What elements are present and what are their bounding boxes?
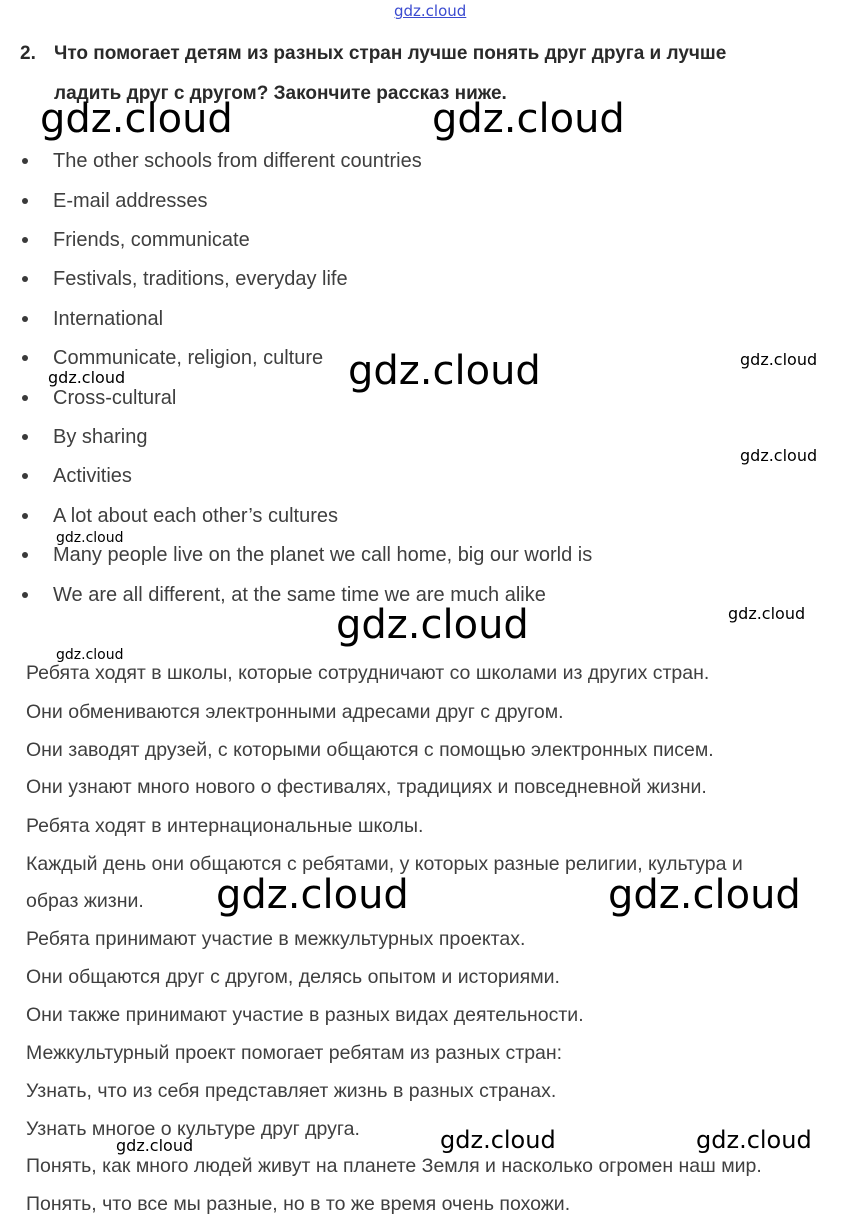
list-item-text: International xyxy=(53,308,164,330)
watermark: gdz.cloud xyxy=(336,602,529,648)
list-item-text: Festivals, traditions, everyday life xyxy=(53,268,348,290)
list-item xyxy=(0,262,800,292)
list-item-text: E-mail addresses xyxy=(53,190,208,212)
list-item-text: We are all different, at the same time we are much alike xyxy=(53,584,546,606)
bullet-dot xyxy=(22,592,28,598)
list-item-text: Communicate, religion, culture xyxy=(53,347,324,369)
watermark: gdz.cloud xyxy=(740,446,818,465)
list-item-text: Activities xyxy=(53,465,132,487)
answer-line: Понять, как много людей живут на планете Земля и насколько огромен наш мир. xyxy=(26,1155,762,1177)
watermark: gdz.cloud xyxy=(56,647,124,663)
watermark: gdz.cloud xyxy=(348,348,541,394)
list-item xyxy=(0,499,800,529)
watermark: gdz.cloud xyxy=(696,1126,812,1154)
bullet-dot xyxy=(22,395,28,401)
list-item xyxy=(0,184,800,214)
answer-line: Ребята ходят в интернациональные школы. xyxy=(26,815,424,837)
bullet-dot xyxy=(22,513,28,519)
list-item xyxy=(0,223,800,253)
answer-line: Узнать многое о культуре друг друга. xyxy=(26,1118,360,1140)
answer-line: Они общаются друг с другом, делясь опытом и историями. xyxy=(26,966,560,988)
answer-line: Они также принимают участие в разных видах деятельности. xyxy=(26,1004,584,1026)
bullet-dot xyxy=(22,316,28,322)
task-title-line-2: ладить друг с другом? Закончите рассказ ниже. xyxy=(54,83,507,104)
watermark: gdz.cloud xyxy=(216,872,409,918)
list-item xyxy=(0,459,800,489)
watermark: gdz.cloud xyxy=(740,350,818,369)
watermark-link[interactable]: gdz.cloud xyxy=(394,2,467,20)
task-heading-line-1 xyxy=(20,34,850,74)
list-item-text: Many people live on the planet we call home, big our world is xyxy=(53,544,593,566)
list-item-text: Friends, communicate xyxy=(53,229,250,251)
task-title-line-1: Что помогает детям из разных стран лучше понять друг друга и лучше xyxy=(54,43,727,64)
answer-line: Узнать, что из себя представляет жизнь в разных странах. xyxy=(26,1080,557,1102)
answer-line: Ребята ходят в школы, которые сотрудничают со школами из других стран. xyxy=(26,662,710,684)
answer-line: Ребята принимают участие в межкультурных проектах. xyxy=(26,928,526,950)
answer-line: Они узнают много нового о фестивалях, традициях и повседневной жизни. xyxy=(26,776,707,798)
list-item-text: A lot about each other’s cultures xyxy=(53,505,338,527)
bullet-dot xyxy=(22,198,28,204)
answer-line: образ жизни. xyxy=(26,890,144,912)
answer-line: Они обмениваются электронными адресами друг с другом. xyxy=(26,701,564,723)
list-item-text: Cross-cultural xyxy=(53,387,177,409)
list-item-text: The other schools from different countries xyxy=(53,150,422,172)
bullet-dot xyxy=(22,158,28,164)
answer-line: Каждый день они общаются с ребятами, у которых разные религии, культура и xyxy=(26,853,743,875)
list-item-text: By sharing xyxy=(53,426,148,448)
answer-line: Понять, что все мы разные, но в то же время очень похожи. xyxy=(26,1193,571,1215)
list-item xyxy=(0,420,800,450)
watermark: gdz.cloud xyxy=(48,368,126,387)
watermark: gdz.cloud xyxy=(56,530,124,546)
list-item xyxy=(0,144,800,174)
list-item xyxy=(0,302,800,332)
watermark: gdz.cloud xyxy=(40,96,233,142)
watermark: gdz.cloud xyxy=(116,1136,194,1155)
bullet-dot xyxy=(22,237,28,243)
watermark: gdz.cloud xyxy=(608,872,801,918)
bullet-dot xyxy=(22,473,28,479)
watermark: gdz.cloud xyxy=(440,1126,556,1154)
answer-line: Они заводят друзей, с которыми общаются с помощью электронных писем. xyxy=(26,739,714,761)
bullet-dot xyxy=(22,552,28,558)
task-number: 2. xyxy=(20,43,36,64)
watermark: gdz.cloud xyxy=(728,604,806,623)
bullet-dot xyxy=(22,276,28,282)
watermark: gdz.cloud xyxy=(432,96,625,142)
bullet-dot xyxy=(22,355,28,361)
bullet-dot xyxy=(22,434,28,440)
answer-line: Межкультурный проект помогает ребятам из разных стран: xyxy=(26,1042,563,1064)
